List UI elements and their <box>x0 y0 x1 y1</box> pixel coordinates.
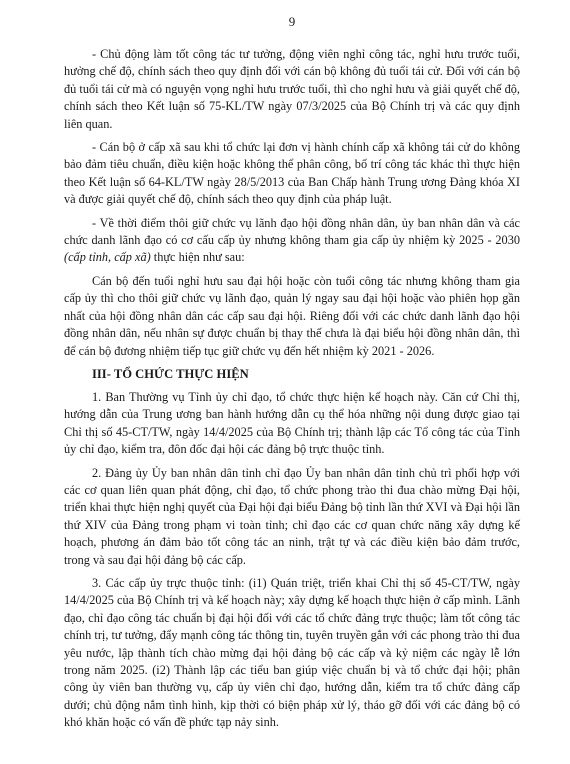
paragraph-item-1: 1. Ban Thường vụ Tỉnh ủy chỉ đạo, tổ chức thực hiện kế hoạch này. Căn cứ Chỉ thị, hướng dẫn của Trung ương ban hành hướng dẫn cụ thể hóa những nội dung được giao tại Chỉ thị số 45-CT/TW, ngày 14/4/2025 của Bộ Chính trị; thành lập các Tổ công tác của Tỉnh ủy chỉ đạo, kiểm tra, đôn đốc đại hội các đảng bộ trực thuộc tỉnh. <box>64 389 520 457</box>
paragraph-item-3: 3. Các cấp ủy trực thuộc tỉnh: (i1) Quán triệt, triển khai Chỉ thị số 45-CT/TW, ngày 14/4/2025 của Bộ Chính trị và kế hoạch này; xây dựng kế hoạch thực hiện ở cấp mình. Lãnh đạo, chỉ đạo công tác chuẩn bị đại hội đối với các tổ chức đảng trực thuộc; làm tốt công tác chính trị, tư tưởng, đẩy mạnh công tác thông tin, tuyên truyền gắn với các phong trào thi đua yêu nước, lập thành tích chào mừng đại hội đảng bộ các cấp và kỷ niệm các ngày lễ lớn trong năm 2025. (i2) Thành lập các tiểu ban giúp việc chuẩn bị và tổ chức đại hội; phân công ủy viên ban thường vụ, cấp ủy viên chỉ đạo, hướng dẫn, kiểm tra tổ chức đảng cấp dưới; chủ động nắm tình hình, kịp thời có biện pháp xử lý, tháo gỡ đối với các đảng bộ có khó khăn hoặc có vấn đề phức tạp nảy sinh. <box>64 575 520 730</box>
leadership-term-text: - Về thời điểm thôi giữ chức vụ lãnh đạo hội đồng nhân dân, ủy ban nhân dân và các chức danh lãnh đạo có cơ cấu cấp ủy nhưng không tham gia cấp ủy nhiệm kỳ 2025 - 2030 <box>64 215 520 248</box>
page-number: 9 <box>288 14 296 29</box>
paragraph-commune-cadres: - Cán bộ ở cấp xã sau khi tổ chức lại đơn vị hành chính cấp xã không tái cử do không bảo đảm tiêu chuẩn, điều kiện hoặc không thể phân công, bố trí công tác khác thì thực hiện theo Kết luận số 64-KL/TW ngày 28/5/2013 của Ban Chấp hành Trung ương Đảng khóa XI và được giải quyết chế độ, chính sách theo quy định của pháp luật. <box>64 140 520 207</box>
section-heading: III- TỔ CHỨC THỰC HIỆN <box>92 366 249 381</box>
leadership-term-scope: (cấp tỉnh, cấp xã) <box>64 250 151 265</box>
paragraph-retirement-timing: Cán bộ đến tuổi nghỉ hưu sau đại hội hoặc còn tuổi công tác nhưng không tham gia cấp ủy thì cho thôi giữ chức vụ lãnh đạo, quản lý ngay sau đại hội hoặc vào phiên họp gần nhất của hội đồng nhân dân các cấp sau đại hội. Riêng đối với các chức danh lãnh đạo hội đồng nhân dân, nếu nhân sự được chuẩn bị thay thế chưa là đại biểu hội đồng nhân dân, thì để cán bộ đương nhiệm tiếp tục giữ chức vụ đến hết nhiệm kỳ 2021 - 2026. <box>64 273 520 358</box>
paragraph-item-2: 2. Đảng ủy Ủy ban nhân dân tỉnh chỉ đạo Ủy ban nhân dân tỉnh chủ trì phối hợp với các cơ quan liên quan phát động, chỉ đạo, tổ chức phong trào thi đua chào mừng Đại hội, triển khai thực hiện nghị quyết của Đại hội đại biểu Đảng bộ tỉnh lần thứ XVI và Đại hội lần thứ XIV của Đảng trong phạm vi toàn tỉnh; chỉ đạo các cơ quan chức năng xây dựng kế hoạch, phương án đảm bảo tốt công tác an ninh, trật tự và các điều kiện bảo đảm trước, trong và sau đại hội đảng bộ các cấp. <box>64 465 520 567</box>
leadership-term-tail: thực hiện như sau: <box>150 250 245 265</box>
paragraph-leadership-term <box>64 215 520 267</box>
paragraph-retirement-encouragement: - Chủ động làm tốt công tác tư tưởng, động viên nghỉ công tác, nghỉ hưu trước tuổi, hưởng chế độ, chính sách theo quy định đối với cán bộ không đủ tuổi tái cử. Đối với cán bộ đủ tuổi tái cử mà có nguyện vọng nghỉ hưu trước tuổi, thì cho nghỉ hưu và giải quyết chế độ, chính sách theo Kết luận số 75-KL/TW ngày 07/3/2025 của Bộ Chính trị và các quy định liên quan. <box>64 47 520 131</box>
